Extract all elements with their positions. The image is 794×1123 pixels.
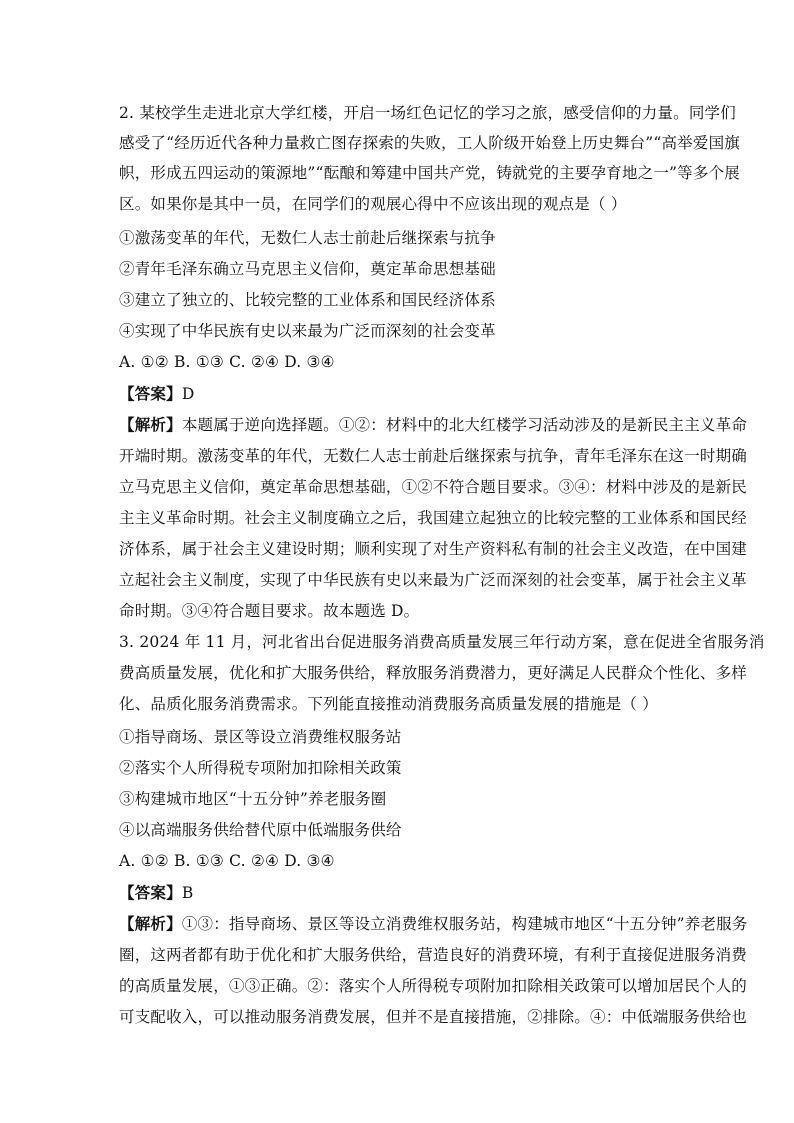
q2-options: A. ①② B. ①③ C. ②④ D. ③④ [119, 353, 335, 371]
answer-value: D [181, 385, 195, 403]
q3-answer [119, 883, 193, 903]
q3-analysis-line-4: 可支配收入，可以推动服务消费发展，但并不是直接措施，②排除。④：中低端服务供给也 [119, 1008, 748, 1026]
q3-options: A. ①② B. ①③ C. ②④ D. ③④ [119, 852, 335, 870]
q2-analysis-line-5: 济体系，属于社会主义建设时期；顺利实现了对生产资料私有制的社会主义改造，在中国建 [119, 540, 748, 558]
q3-analysis-line-2: 圈，这两者都有助于优化和扩大服务供给，营造良好的消费环境，有利于直接促进服务消费 [119, 946, 748, 964]
q2-analysis-line-1 [119, 415, 747, 435]
q2-item-4: ④实现了中华民族有史以来最为广泛而深刻的社会变革 [119, 322, 496, 340]
q2-stem-line-2: 感受了“经历近代各种力量救亡图存探索的失败，工人阶级开始登上历史舞台”“高举爱国旗 [119, 134, 740, 152]
q3-stem-line-3: 化、品质化服务消费需求。下列能直接推动消费服务高质量发展的措施是（ ） [119, 695, 658, 713]
q2-item-1: ①激荡变革的年代，无数仁人志士前赴后继探索与抗争 [119, 229, 496, 247]
q3-item-2: ②落实个人所得税专项附加扣除相关政策 [119, 759, 402, 777]
q2-item-3: ③建立了独立的、比较完整的工业体系和国民经济体系 [119, 291, 496, 309]
q3-item-3: ③构建城市地区“十五分钟”养老服务圈 [119, 790, 387, 808]
q2-stem-line-3: 帜，形成五四运动的策源地”“酝酿和筹建中国共产党，铸就党的主要孕育地之一”等多个展 [119, 164, 740, 182]
q3-analysis-line-1 [119, 914, 748, 934]
q2-analysis-line-4: 主主义革命时期。社会主义制度确立之后，我国建立起独立的比较完整的工业体系和国民经 [119, 509, 748, 527]
q2-analysis-line-3: 立马克思主义信仰，奠定革命思想基础，①②不符合题目要求。③④：材料中涉及的是新民 [119, 478, 748, 496]
q3-stem-line-2: 费高质量发展，优化和扩大服务供给，释放服务消费潜力，更好满足人民群众个性化、多样 [119, 664, 748, 682]
q3-stem-line-1: 3. 2024 年 11 月，河北省出台促进服务消费高质量发展三年行动方案，意在促进全省服务消 [119, 633, 765, 651]
answer-label: 【答案】 [119, 384, 182, 403]
answer-value: B [181, 884, 194, 902]
analysis-text: 本题属于逆向选择题。①②：材料中的北大红楼学习活动涉及的是新民主主义革命 [181, 416, 748, 434]
q3-item-1: ①指导商场、景区等设立消费维权服务站 [119, 728, 402, 746]
answer-label: 【答案】 [119, 883, 182, 902]
q3-analysis-line-3: 的高质量发展，①③正确。②：落实个人所得税专项附加扣除相关政策可以增加居民个人的 [119, 977, 748, 995]
q2-analysis-line-7: 命时期。③④符合题目要求。故本题选 D。 [119, 602, 420, 620]
q2-stem-line-4: 区。如果你是其中一员，在同学们的观展心得中不应该出现的观点是（ ） [119, 195, 627, 213]
analysis-text: ①③：指导商场、景区等设立消费维权服务站，构建城市地区“十五分钟”养老服务 [181, 915, 748, 933]
analysis-label: 【解析】 [119, 914, 182, 933]
analysis-label: 【解析】 [119, 415, 182, 434]
q2-analysis-line-6: 立起社会主义制度，实现了中华民族有史以来最为广泛而深刻的社会变革，属于社会主义革 [119, 571, 748, 589]
q2-answer [119, 384, 194, 404]
q2-analysis-line-2: 开端时期。激荡变革的年代，无数仁人志士前赴后继探索与抗争，青年毛泽东在这一时期确 [119, 447, 748, 465]
q2-item-2: ②青年毛泽东确立马克思主义信仰，奠定革命思想基础 [119, 260, 496, 278]
q2-stem-line-1: 2. 某校学生走进北京大学红楼，开启一场红色记忆的学习之旅，感受信仰的力量。同学们 [119, 104, 736, 122]
q3-item-4: ④以高端服务供给替代原中低端服务供给 [119, 821, 402, 839]
